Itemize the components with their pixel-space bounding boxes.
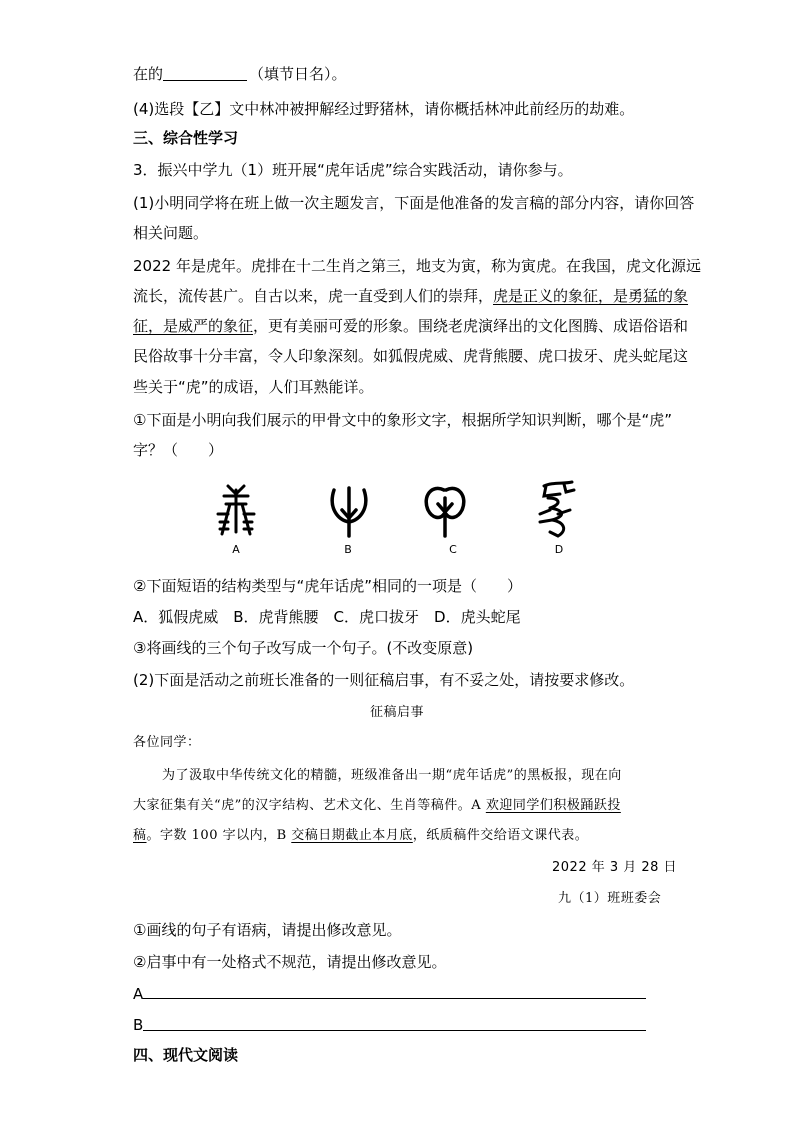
speech-line2-plain: 流长，流传甚广。自古以来，虎一直受到人们的崇拜，	[133, 287, 494, 305]
underlined-sentence-part1: 虎是正义的象征，是勇猛的象	[493, 287, 689, 305]
speech-para-line2	[133, 286, 688, 306]
notice-underline-a-part1: 欢迎同学们积极踊跃投	[485, 798, 621, 813]
notice-body-line1: 为了汲取中华传统文化的精髓，班级准备出一期“虎年话虎”的黑板报，现在向	[162, 768, 622, 783]
notice-signature: 九（1）班班委会	[558, 891, 662, 906]
oracle-glyph-b-icon	[326, 484, 372, 540]
speech-para-line5: 些关于“虎”的成语，人们耳熟能详。	[133, 378, 374, 396]
glyph-label-c: C	[449, 543, 457, 556]
question-3-2: (2)下面是活动之前班长准备的一则征稿启事，有不妥之处，请按要求修改。	[133, 671, 635, 689]
notice-title: 征稿启事	[370, 705, 425, 720]
notice-date: 2022 年 3 月 28 日	[552, 860, 678, 875]
speech-para-line1: 2022 年是虎年。虎排在十二生肖之第三，地支为寅，称为寅虎。在我国，虎文化源远	[133, 257, 701, 275]
question-c: ③将画线的三个句子改写成一个句子。(不改变原意)	[133, 639, 474, 657]
question-3-intro: 3．振兴中学九（1）班开展“虎年话虎”综合实践活动，请你参与。	[133, 161, 573, 179]
notice-line2-plain: 大家征集有关“虎”的汉字结构、艺术文化、生肖等稿件。A	[133, 798, 486, 813]
glyph-label-b: B	[344, 543, 352, 556]
answer-line-a[interactable]	[143, 997, 646, 999]
notice-line3-plain-a: 。字数 100 字以内，B	[146, 828, 292, 843]
answer-label-a: A	[133, 985, 144, 1003]
oracle-glyph-a-icon	[212, 482, 260, 540]
notice-line3-plain-b: ，纸质稿件交给语文课代表。	[412, 828, 589, 843]
notice-underline-b: 交稿日期截止本月底	[291, 828, 413, 843]
question-3-1-line2: 相关问题。	[133, 224, 209, 242]
speech-para-line4: 民俗故事十分丰富，令人印象深刻。如狐假虎威、虎背熊腰、虎口拔牙、虎头蛇尾这	[133, 347, 689, 365]
question-e: ②启事中有一处格式不规范，请提出修改意见。	[133, 953, 447, 971]
notice-greeting: 各位同学：	[133, 735, 201, 750]
answer-label-b: B	[133, 1016, 144, 1034]
line-festival	[133, 64, 347, 84]
notice-body-line2	[133, 796, 621, 816]
glyph-label-d: D	[554, 543, 564, 556]
question-a-line1: ①下面是小明向我们展示的甲骨文中的象形文字，根据所学知识判断，哪个是“虎”	[133, 411, 672, 429]
underlined-sentence-part2: 征，是威严的象征	[133, 317, 254, 335]
festival-blank[interactable]	[163, 65, 247, 81]
question-d: ①画线的句子有语病，请提出修改意见。	[133, 921, 402, 939]
oracle-glyph-c-icon	[420, 484, 470, 540]
line-festival-suffix: （填节日名）。	[249, 65, 347, 83]
notice-underline-a-part2: 稿	[133, 828, 147, 843]
question-4: (4)选段【乙】文中林冲被押解经过野猪林，请你概括林冲此前经历的劫难。	[133, 100, 635, 118]
line-festival-prefix: 在的	[133, 65, 164, 83]
notice-body-line3	[133, 826, 588, 846]
glyph-label-a: A	[232, 543, 240, 556]
answer-line-b[interactable]	[143, 1029, 646, 1031]
question-3-1-line1: (1)小明同学将在班上做一次主题发言，下面是他准备的发言稿的部分内容，请你回答	[133, 194, 695, 212]
section-3-heading: 三、综合性学习	[133, 129, 239, 147]
question-b-options: A．狐假虎威 B．虎背熊腰 C．虎口拔牙 D．虎头蛇尾	[133, 608, 521, 626]
oracle-glyph-d-icon	[534, 480, 578, 540]
speech-para-line3	[133, 316, 688, 336]
section-4-heading: 四、现代文阅读	[133, 1046, 239, 1064]
speech-line3-plain: ，更有美丽可爱的形象。围绕老虎演绎出的文化图腾、成语俗语和	[253, 317, 689, 335]
question-b: ②下面短语的结构类型与“虎年话虎”相同的一项是（ ）	[133, 577, 522, 595]
question-a-line2: 字？（ ）	[133, 441, 224, 459]
